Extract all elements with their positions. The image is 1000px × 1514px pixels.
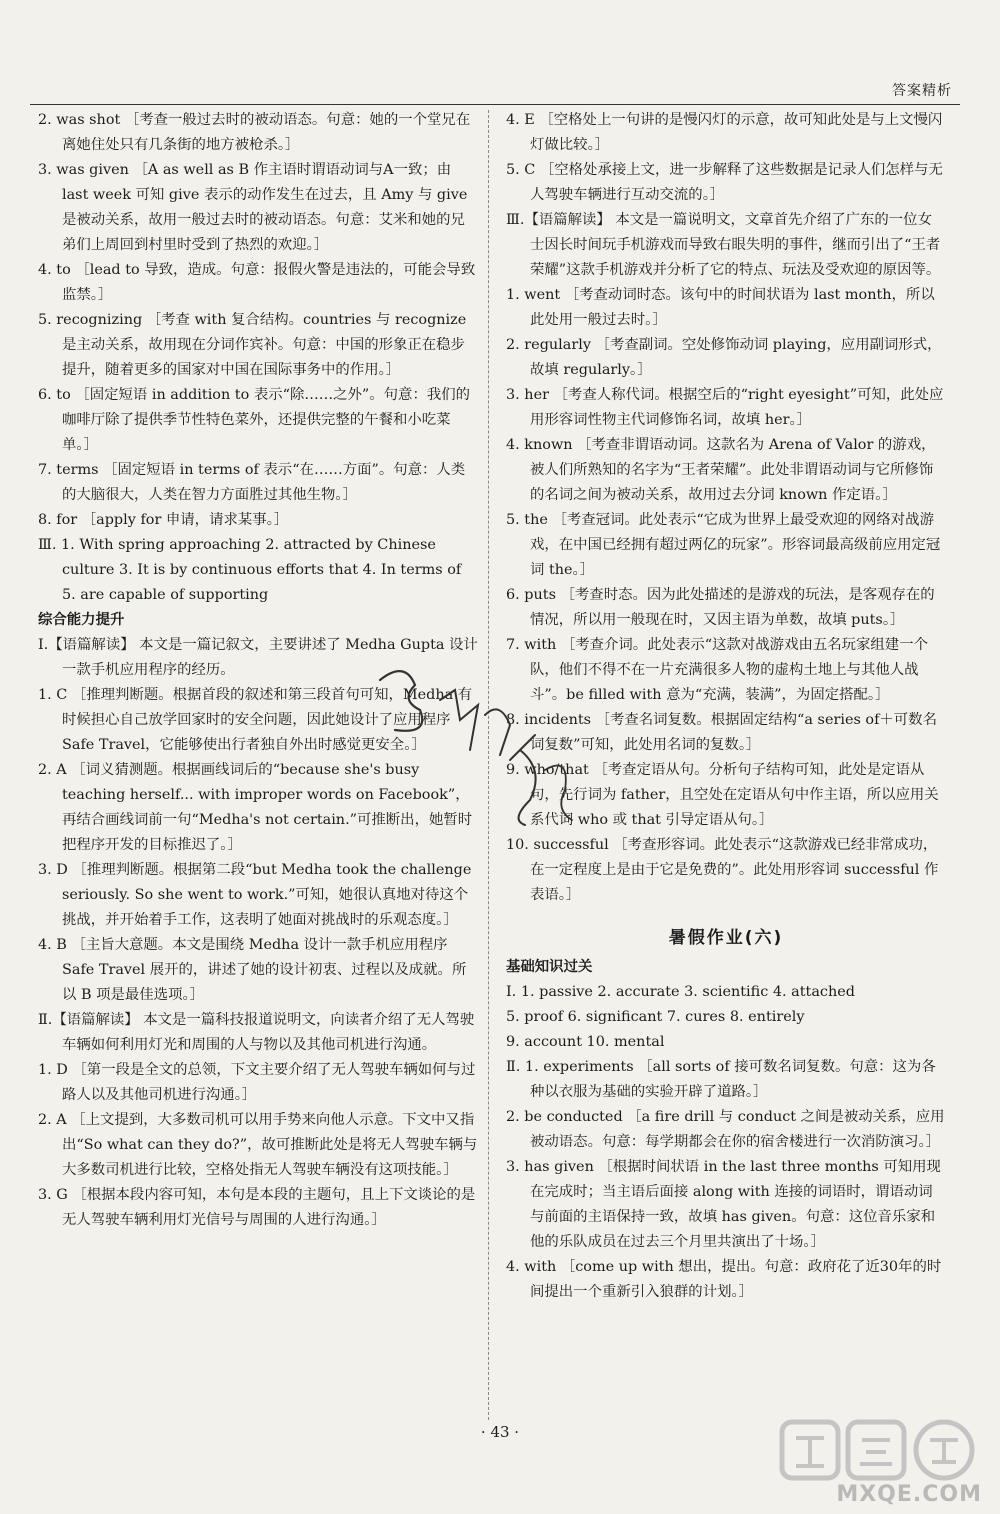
answer-item: Ⅰ.【语篇解读】 本文是一篇记叙文，主要讲述了 Medha Gupta 设计一款手机应用程序的经历。	[38, 637, 478, 678]
answer-item: 9. account 10. mental	[506, 1034, 665, 1050]
header-rule	[30, 104, 960, 105]
answer-item: 2. regularly ［考查副词。空处修饰动词 playing，应用副词形式，故填 regularly。］	[506, 337, 942, 378]
answer-item: 2. was shot ［考查一般过去时的被动语态。句意：她的一个堂兄在离她住处只有几条街的地方被枪杀。］	[38, 112, 471, 153]
answer-item: 4. known ［考查非谓语动词。这款名为 Arena of Valor 的游戏，被人们所熟知的名字为“王者荣耀”。此处非谓语动词与它所修饰的名词之间为被动关系，故用过去分词 known 作定语。］	[506, 437, 936, 503]
answer-item: 5. recognizing ［考查 with 复合结构。countries 与 recognize 是主动关系，故用现在分词作宾补。句意：中国的形象正在稳步提升，随着更多的国家对中国在国际事务中的作用。］	[38, 312, 467, 378]
answer-item: 3. has given ［根据时间状语 in the last three months 可知用现在完成时；当主语后面接 along with 连接的词语时，谓语动词与前面的主语保持一致，故填 has given。句意：这位音乐家和他的乐队成员在过去三个月里共演出了十场。］	[506, 1159, 941, 1250]
answer-item: 5. proof 6. significant 7. cures 8. entirely	[506, 1009, 805, 1025]
answer-item: 1. D ［第一段是全文的总领，下文主要介绍了无人驾驶车辆如何与过路人以及其他司机进行沟通。］	[38, 1062, 476, 1103]
answer-item: 8. incidents ［考查名词复数。根据固定结构“a series of＋可数名词复数”可知，此处用名词的复数。］	[506, 712, 937, 753]
answer-item: 9. who/that ［考查定语从句。分析句子结构可知，此处是定语从句，先行词为 father，且空处在定语从句中作主语，所以应用关系代词 who 或 that 引导定语从句。］	[506, 762, 939, 828]
answer-item: 2. A ［词义猜测题。根据画线词后的“because she's busy teaching herself... with improper words on Facebook”，再结合画线词前一句“Medha's not certain.”可推断出，她暂时把程序开发的目标推迟了。］	[38, 762, 473, 853]
answer-item: 8. for ［apply for 申请，请求某事。］	[38, 512, 289, 528]
answer-item: 7. with ［考查介词。此处表示“这款对战游戏由五名玩家组建一个队，他们不得不在一片充满很多人物的虚构土地上与其他人战斗”。be filled with 意为“充满，装满”，为固定搭配。］	[506, 637, 928, 703]
answer-item: 2. A ［上文提到，大多数司机可以用手势来向他人示意。下文中又指出“So what can they do?”，故可推断此处是将无人驾驶车辆与大多数司机进行比较，空格处指无人驾驶车辆没有这项技能。］	[38, 1112, 478, 1178]
answer-item: 4. E ［空格处上一句讲的是慢闪灯的示意，故可知此处是与上文慢闪灯做比较。］	[506, 112, 943, 153]
answer-item: 1. C ［推理判断题。根据首段的叙述和第三段首句可知，Medha 有时候担心自己放学回家时的安全问题，因此她设计了应用程序 Safe Travel，它能够使出行者独自外出时感觉更安全。］	[38, 687, 473, 753]
answer-item: 2. be conducted ［a fire drill 与 conduct 之间是被动关系，应用被动语态。句意：每学期都会在你的宿舍楼进行一次消防演习。］	[506, 1109, 945, 1150]
answer-item: 3. G ［根据本段内容可知，本句是本段的主题句，且上下文谈论的是无人驾驶车辆利用灯光信号与周围的人进行沟通。］	[38, 1187, 476, 1228]
answer-item: 5. C ［空格处承接上文，进一步解释了这些数据是记录人们怎样与无人驾驶车辆进行互动交流的。］	[506, 162, 943, 203]
homework-title: 暑假作业(六)	[668, 928, 784, 948]
handwritten-scribble	[360, 660, 580, 830]
answer-item: 7. terms ［固定短语 in terms of 表示“在……方面”。句意：人类的大脑很大，人类在智力方面胜过其他生物。］	[38, 462, 466, 503]
page-number: · 43 ·	[480, 1423, 520, 1441]
answer-item: 3. D ［推理判断题。根据第二段“but Medha took the challenge seriously. So she went to work.”可知，她很认真地对待这个挑战，并开始着手工作，这表明了她面对挑战时的乐观态度。］	[38, 862, 472, 928]
page-header-title: 答案精析	[892, 83, 952, 99]
answer-item: 6. puts ［考查时态。因为此处描述的是游戏的玩法，是客观存在的情况，所以用一般现在时，又因主语为单数，故填 puts。］	[506, 587, 935, 628]
answer-item: 3. was given ［A as well as B 作主语时谓语动词与A一致；由 last week 可知 give 表示的动作发生在过去，且 Amy 与 give 是被动关系，故用一般过去时的被动语态。句意：艾米和她的兄弟们上周回到村里时受到了热烈的欢迎。］	[38, 162, 468, 253]
answer-item: Ⅱ.【语篇解读】 本文是一篇科技报道说明文，向读者介绍了无人驾驶车辆如何利用灯光和周围的人与物以及其他司机进行沟通。	[38, 1012, 475, 1053]
answer-item: 3. her ［考查人称代词。根据空后的“right eyesight”可知，此处应用形容词性物主代词修饰名词，故填 her。］	[506, 387, 944, 428]
answer-item: 4. to ［lead to 导致，造成。句意：报假火警是违法的，可能会导致监禁。］	[38, 262, 476, 303]
answer-item: 6. to ［固定短语 in addition to 表示“除……之外”。句意：我们的咖啡厅除了提供季节性特色菜外，还提供完整的午餐和小吃菜单。］	[38, 387, 471, 453]
answer-item: 5. the ［考查冠词。此处表示“它成为世界上最受欢迎的网络对战游戏，在中国已经拥有超过两亿的玩家”。形容词最高级前应用定冠词 the。］	[506, 512, 941, 578]
answer-item: 1. went ［考查动词时态。该句中的时间状语为 last month，所以此处用一般过去时。］	[506, 287, 935, 328]
answer-item: Ⅲ. 1. With spring approaching 2. attracted by Chinese culture 3. It is by continuous efforts that 4. In terms of 5. are capable of supporting	[38, 537, 462, 603]
answer-item: 4. with ［come up with 想出，提出。句意：政府花了近30年的时间提出一个重新引入狼群的计划。］	[506, 1259, 942, 1300]
section-heading: 综合能力提升	[38, 612, 125, 628]
answer-item: Ⅰ. 1. passive 2. accurate 3. scientific 4. attached	[506, 984, 855, 1000]
section-heading: 基础知识过关	[506, 959, 593, 975]
answer-item: Ⅲ.【语篇解读】 本文是一篇说明文，文章首先介绍了广东的一位女士因长时间玩手机游戏而导致右眼失明的事件，继而引出了“王者荣耀”这款手机游戏并分析了它的特点、玩法及受欢迎的原因等。	[506, 212, 941, 278]
answer-item: 4. B ［主旨大意题。本文是围绕 Medha 设计一款手机应用程序 Safe Travel 展开的，讲述了她的设计初衷、过程以及成就。所以 B 项是最佳选项。］	[38, 937, 467, 1003]
answer-item: 10. successful ［考查形容词。此处表示“这款游戏已经非常成功，在一定程度上是由于它是免费的”。此处用形容词 successful 作表语。］	[506, 837, 939, 903]
watermark-text: MXQE.COM	[836, 1482, 982, 1507]
answer-item: Ⅱ. 1. experiments ［all sorts of 接可数名词复数。句意：这为各种以衣服为基础的实验开辟了道路。］	[506, 1059, 936, 1100]
